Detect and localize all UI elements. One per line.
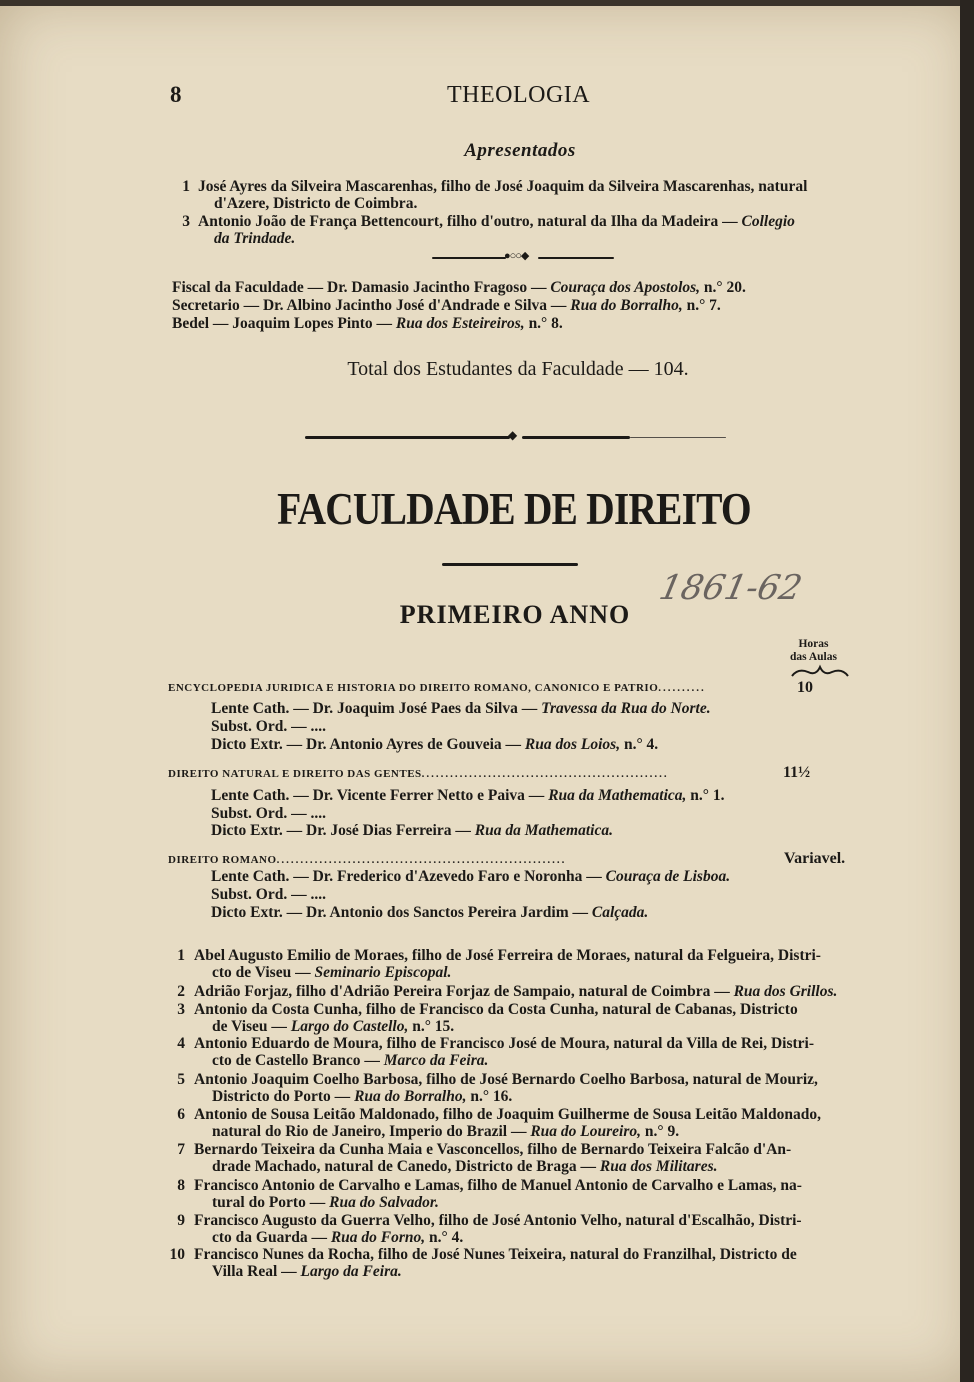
ornament-icon: ●○○◆ bbox=[504, 250, 529, 262]
divider-rule bbox=[442, 563, 578, 566]
course-title: DIREITO ROMANO............................................................. bbox=[168, 854, 567, 866]
student-line: cto de Castello Branco — Marco da Feira. bbox=[212, 1052, 489, 1069]
staff-line-fiscal: Fiscal da Faculdade — Dr. Damasio Jacintho Fragoso — Couraça dos Apostolos, n.° 20. bbox=[172, 279, 746, 296]
teacher-line: Lente Cath. — Dr. Frederico d'Azevedo Faro e Noronha — Couraça de Lisboa. bbox=[211, 868, 731, 885]
student-number: 3 bbox=[177, 1001, 185, 1018]
staff-line-bedel: Bedel — Joaquim Lopes Pinto — Rua dos Esteireiros, n.° 8. bbox=[172, 315, 563, 332]
handwritten-annotation: 1861-62 bbox=[655, 568, 806, 608]
course-title: DIREITO NATURAL E DIREITO DAS GENTES.................................................... bbox=[168, 768, 669, 780]
student-line: de Viseu — Largo do Castello, n.° 15. bbox=[212, 1018, 455, 1035]
entry-number: 3 bbox=[182, 213, 190, 230]
brace-icon bbox=[790, 664, 850, 678]
entry-line: da Trindade. bbox=[214, 230, 296, 247]
student-line: Villa Real — Largo da Feira. bbox=[212, 1263, 402, 1280]
teacher-line: Dicto Extr. — Dr. Antonio Ayres de Gouveia — Rua dos Loios, n.° 4. bbox=[211, 736, 659, 753]
course-hours: Variavel. bbox=[784, 850, 846, 867]
teacher-line: Subst. Ord. — .... bbox=[211, 718, 326, 735]
course-hours: 11½ bbox=[783, 764, 811, 781]
student-number: 9 bbox=[177, 1212, 185, 1229]
hours-header: Horas das Aulas bbox=[790, 638, 837, 663]
section-heading-presented: Apresentados bbox=[464, 140, 576, 161]
student-number: 2 bbox=[177, 983, 185, 1000]
course-title: ENCYCLOPEDIA JURIDICA E HISTORIA DO DIREITO ROMANO, CANONICO E PATRIO.......... bbox=[168, 682, 706, 694]
page-binding-edge bbox=[960, 0, 974, 1382]
student-line: Francisco Augusto da Guerra Velho, filho de José Antonio Velho, natural d'Escalhão, Distri- bbox=[194, 1212, 802, 1229]
student-line: Adrião Forjaz, filho d'Adrião Pereira Forjaz de Sampaio, natural de Coimbra — Rua dos Grillos. bbox=[194, 983, 838, 1000]
student-line: Antonio Eduardo de Moura, filho de Francisco José de Moura, natural da Villa de Rei, Distri- bbox=[194, 1035, 814, 1052]
student-line: Francisco Nunes da Rocha, filho de José Nunes Teixeira, natural do Franzilhal, Districto de bbox=[194, 1246, 797, 1263]
running-head: THEOLOGIA bbox=[447, 82, 591, 108]
divider-rule bbox=[305, 436, 510, 439]
student-line: tural do Porto — Rua do Salvador. bbox=[212, 1194, 439, 1211]
student-number: 5 bbox=[177, 1071, 185, 1088]
student-line: Bernardo Teixeira da Cunha Maia e Vasconcellos, filho de Bernardo Teixeira Falcão d'An- bbox=[194, 1141, 792, 1158]
student-number: 1 bbox=[177, 947, 185, 964]
student-line: Francisco Antonio de Carvalho e Lamas, filho de Manuel Antonio de Carvalho e Lamas, na- bbox=[194, 1177, 802, 1194]
student-line: natural do Rio de Janeiro, Imperio do Brazil — Rua do Loureiro, n.° 9. bbox=[212, 1123, 680, 1140]
student-number: 6 bbox=[177, 1106, 185, 1123]
student-number: 4 bbox=[177, 1035, 185, 1052]
student-line: drade Machado, natural de Canedo, Districto de Braga — Rua dos Militares. bbox=[212, 1158, 718, 1175]
student-line: cto da Guarda — Rua do Forno, n.° 4. bbox=[212, 1229, 464, 1246]
student-line: cto de Viseu — Seminario Episcopal. bbox=[212, 964, 452, 981]
divider-rule bbox=[630, 437, 726, 438]
teacher-line: Dicto Extr. — Dr. Antonio dos Sanctos Pereira Jardim — Calçada. bbox=[211, 904, 649, 921]
student-line: Antonio de Sousa Leitão Maldonado, filho de Joaquim Guilherme de Sousa Leitão Maldonado, bbox=[194, 1106, 821, 1123]
teacher-line: Dicto Extr. — Dr. José Dias Ferreira — Rua da Mathematica. bbox=[211, 822, 613, 839]
divider-rule bbox=[432, 257, 506, 259]
student-line: Districto do Porto — Rua do Borralho, n.° 16. bbox=[212, 1088, 513, 1105]
teacher-line: Lente Cath. — Dr. Vicente Ferrer Netto e Paiva — Rua da Mathematica, n.° 1. bbox=[211, 787, 725, 804]
student-number: 10 bbox=[169, 1246, 185, 1263]
total-students: Total dos Estudantes da Faculdade — 104. bbox=[347, 358, 689, 380]
page-top-edge bbox=[0, 0, 974, 6]
ornament-icon: ◆ bbox=[508, 428, 517, 442]
student-number: 8 bbox=[177, 1177, 185, 1194]
faculty-title: FACULDADE DE DIREITO bbox=[277, 483, 751, 534]
entry-line: Antonio João de França Bettencourt, filho d'outro, natural da Ilha da Madeira — Collegio bbox=[198, 213, 795, 230]
student-line: Abel Augusto Emilio de Moraes, filho de José Ferreira de Moraes, natural da Felgueira, Distri- bbox=[194, 947, 821, 964]
teacher-line: Subst. Ord. — .... bbox=[211, 886, 326, 903]
divider-rule bbox=[538, 257, 614, 259]
staff-line-secretario: Secretario — Dr. Albino Jacintho José d'Andrade e Silva — Rua do Borralho, n.° 7. bbox=[172, 297, 721, 314]
course-hours: 10 bbox=[797, 679, 813, 696]
entry-number: 1 bbox=[182, 178, 190, 195]
divider-rule bbox=[522, 436, 630, 439]
page-number: 8 bbox=[170, 82, 182, 107]
student-line: Antonio da Costa Cunha, filho de Francisco da Costa Cunha, natural de Cabanas, Districto bbox=[194, 1001, 798, 1018]
entry-line: José Ayres da Silveira Mascarenhas, filho de José Joaquim da Silveira Mascarenhas, natural bbox=[198, 178, 808, 195]
student-number: 7 bbox=[177, 1141, 185, 1158]
year-title: PRIMEIRO ANNO bbox=[399, 600, 631, 629]
teacher-line: Lente Cath. — Dr. Joaquim José Paes da Silva — Travessa da Rua do Norte. bbox=[211, 700, 711, 717]
entry-line: d'Azere, Districto de Coimbra. bbox=[214, 195, 418, 212]
teacher-line: Subst. Ord. — .... bbox=[211, 805, 326, 822]
student-line: Antonio Joaquim Coelho Barbosa, filho de José Bernardo Coelho Barbosa, natural de Mouriz, bbox=[194, 1071, 818, 1088]
